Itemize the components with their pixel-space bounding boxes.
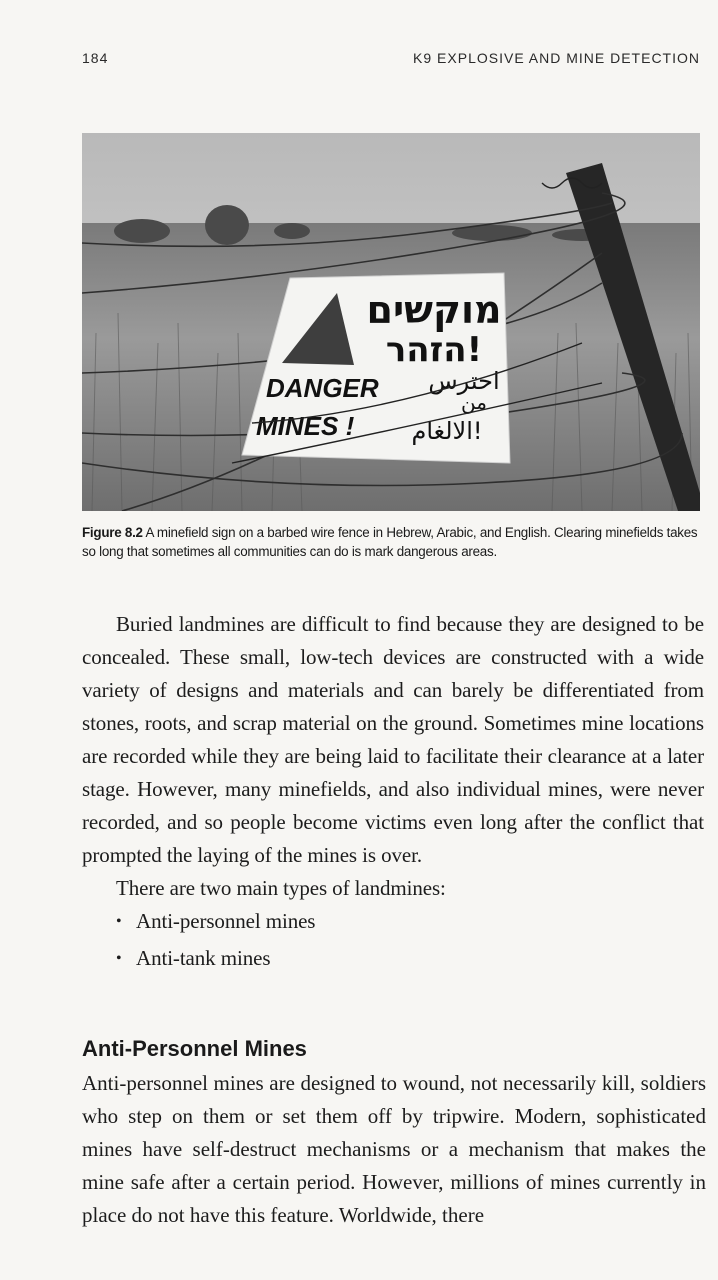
sign-arabic-line1: احترس [428,367,500,395]
list-item: • Anti-personnel mines [116,905,704,938]
mine-type-list [82,905,704,975]
list-item: • Anti-tank mines [116,942,704,975]
figure-label: Figure 8.2 [82,525,143,540]
sign-hebrew-line2: הזהר! [385,330,483,370]
sign-hebrew-line1: מוקשים [366,288,502,332]
section-text [82,1067,706,1232]
sign-arabic-line2: من [461,390,487,414]
running-title: K9 EXPLOSIVE AND MINE DETECTION [413,50,700,66]
running-head [82,50,700,66]
figure-caption [82,523,702,561]
section-heading: Anti-Personnel Mines [82,1036,307,1061]
sign-english-line1: DANGER [266,373,379,403]
body-paragraph-1: Buried landmines are difficult to find because they are designed to be concealed. These small, low-tech devices are constructed with a wide variety of designs and materials and can barely be differentiated from stones, roots, and scrap material on the ground. Sometimes mine locations are recorded while they are being laid to facilitate their clearance at a later stage. However, many minefields, and also individual mines, were never recorded, and so people become victims even long after the conflict that prompted the laying of the mines is over. [82,612,704,867]
section-paragraph: Anti-personnel mines are designed to wound, not necessarily kill, soldiers who step on them or set them off by tripwire. Modern, sophisticated mines have self-destruct mechanisms or a mechanism that makes the mine safe after a certain period. However, millions of mines currently in place do not have this feature. Worldwide, there [82,1071,706,1227]
body-paragraph-2: There are two main types of landmines: [116,876,446,900]
figure-caption-text: A minefield sign on a barbed wire fence in Hebrew, Arabic, and English. Clearing minefields takes so long that sometimes all communities can do is mark dangerous areas. [82,525,698,559]
minefield-sign-photo [82,133,700,511]
page-number: 184 [82,50,109,66]
sign-english-line2: MINES ! [256,411,355,441]
body-text [82,608,704,979]
sign-arabic-line3: الالغام! [411,417,483,445]
